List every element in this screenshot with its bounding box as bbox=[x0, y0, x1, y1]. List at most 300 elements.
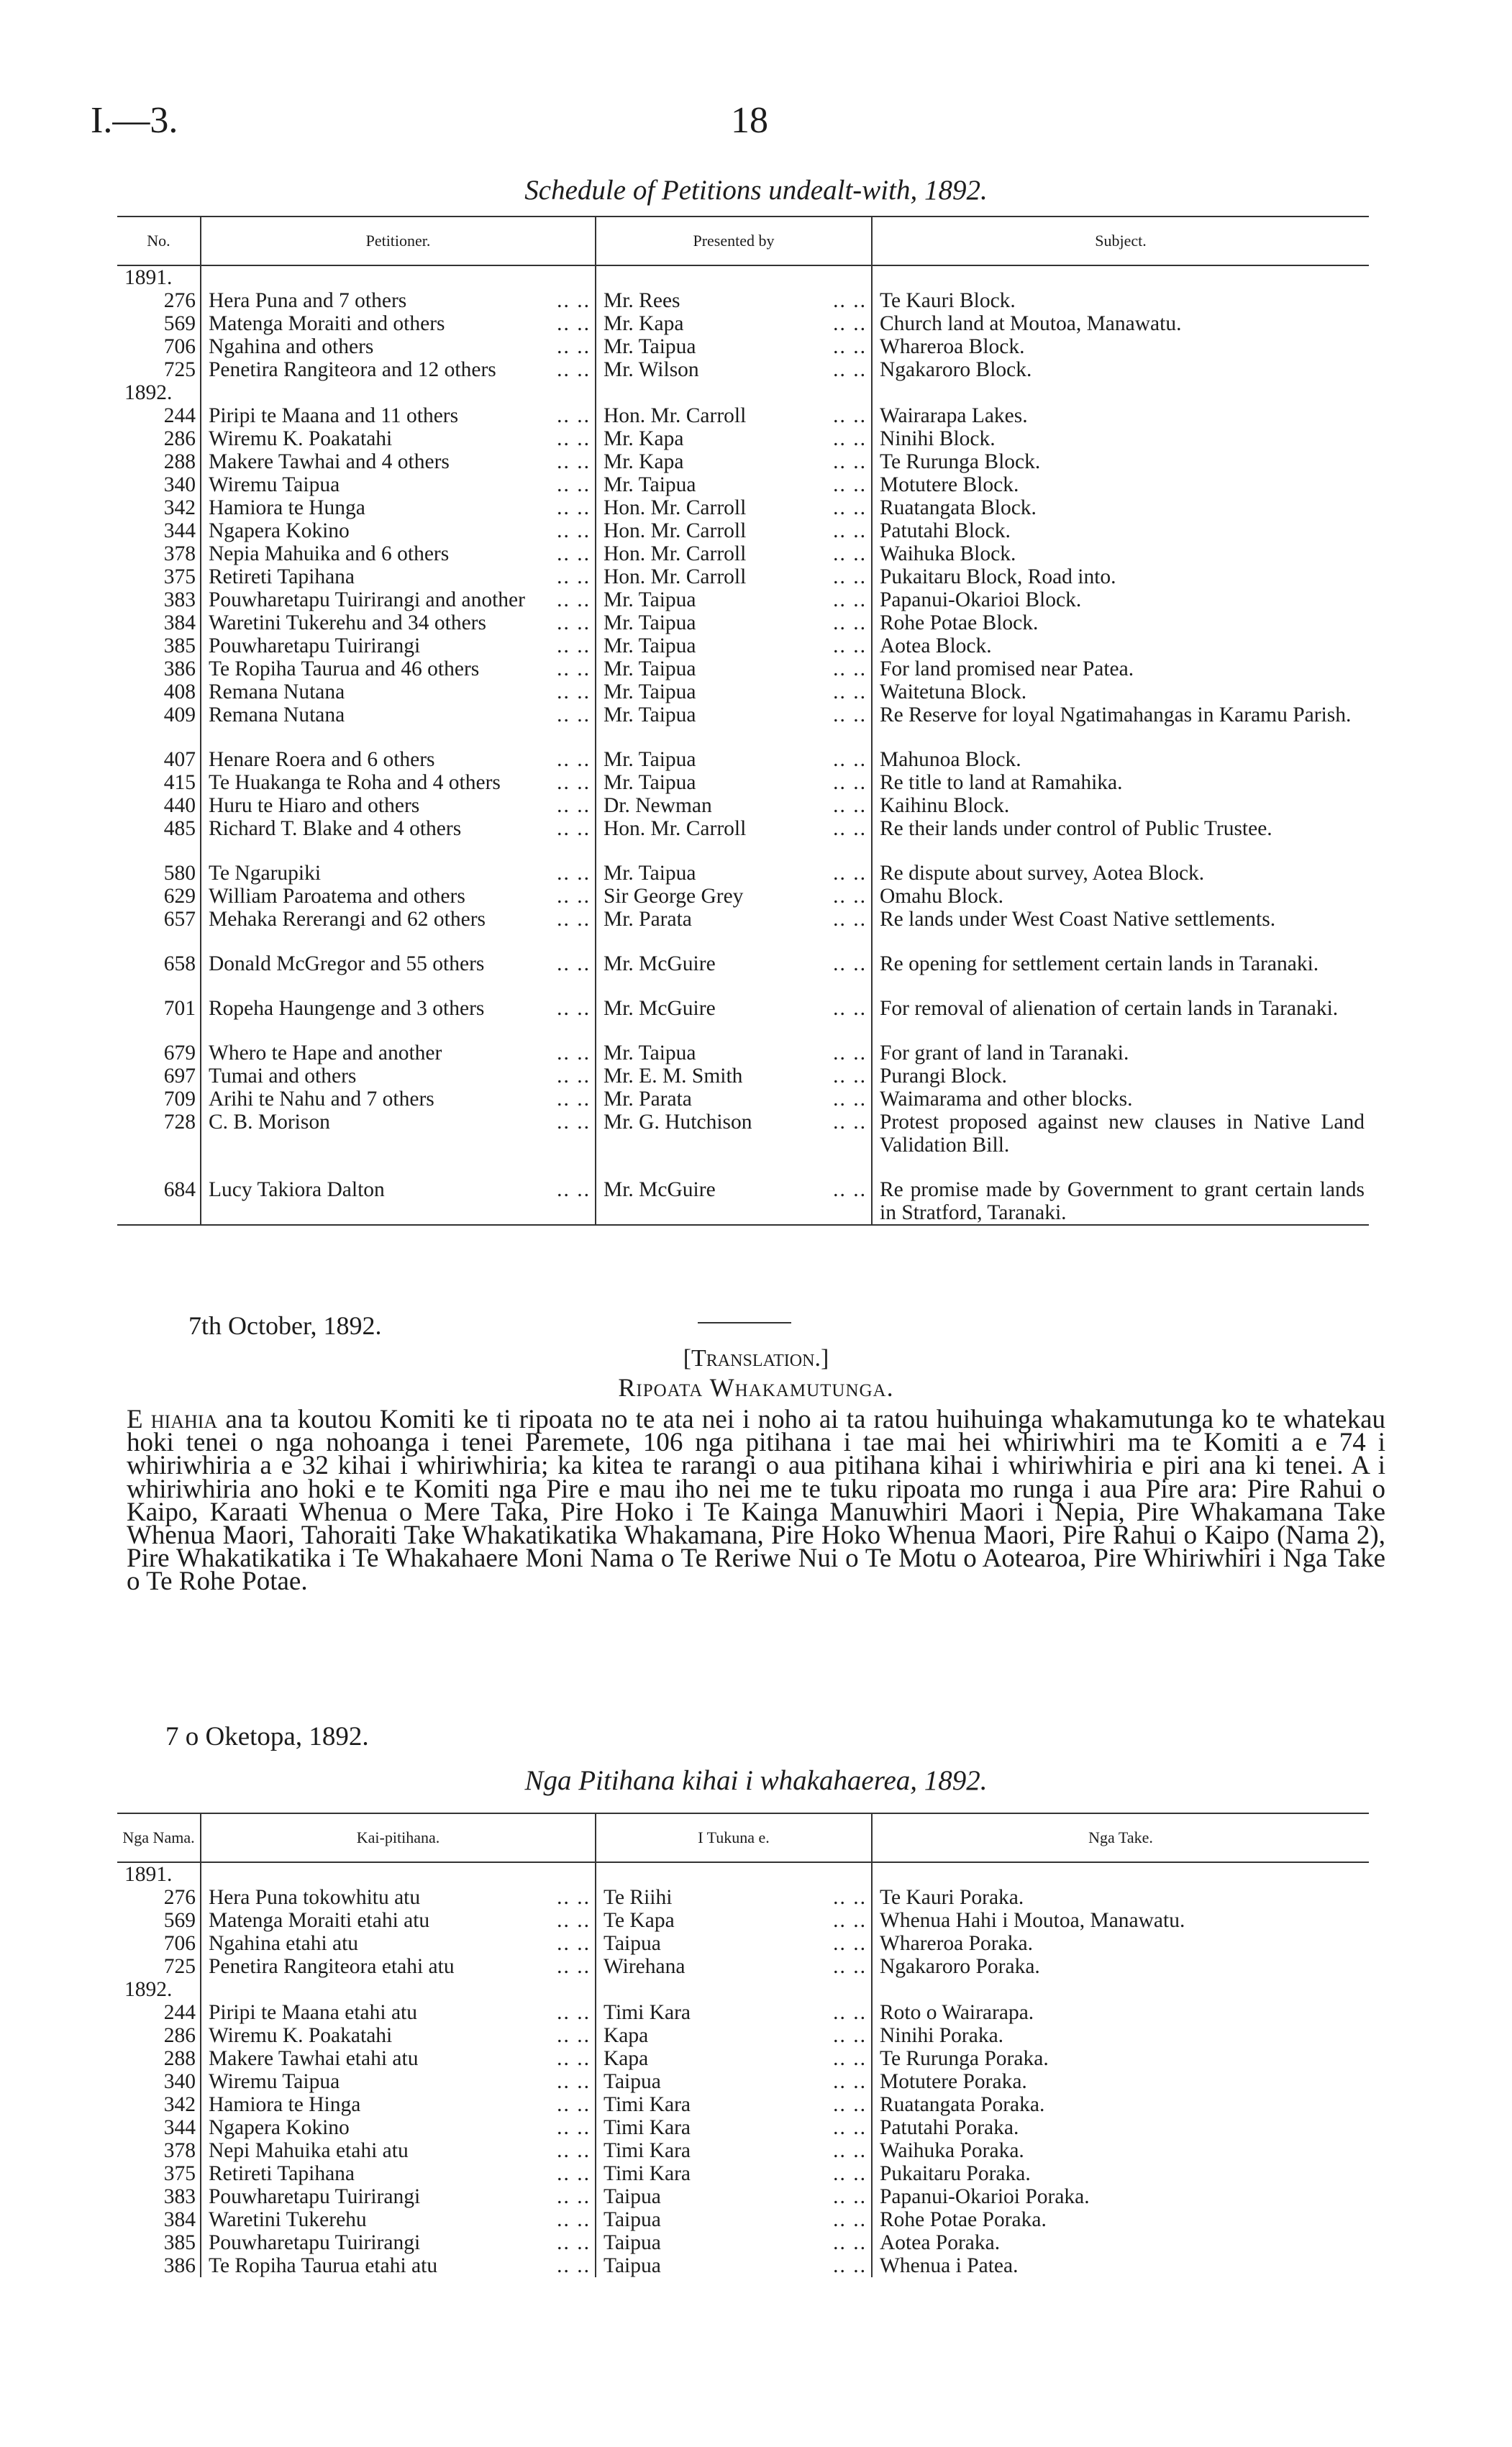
leader-dots: .. .. bbox=[557, 885, 591, 908]
petitioner-cell bbox=[201, 427, 596, 450]
presenter-cell-wrap bbox=[604, 565, 867, 588]
table-row bbox=[117, 840, 1369, 885]
presenter-cell-text: Mr. McGuire bbox=[604, 952, 716, 975]
presenter-cell-text: Dr. Newman bbox=[604, 794, 712, 817]
subject-cell: Wairarapa Lakes. bbox=[872, 404, 1369, 427]
presenter-cell bbox=[596, 2185, 872, 2208]
table-row bbox=[117, 1932, 1369, 1955]
petitioner-cell-wrap bbox=[209, 519, 591, 542]
presenter-cell-wrap bbox=[604, 2208, 867, 2231]
presenter-cell bbox=[596, 703, 872, 726]
petition-number: 709 bbox=[163, 1088, 196, 1111]
petitioner-cell-wrap bbox=[209, 2070, 591, 2093]
petitions-schedule-table bbox=[117, 216, 1369, 1226]
petitioner-cell-text: Richard T. Blake and 4 others bbox=[209, 817, 462, 840]
subject-cell: Protest proposed against new clauses in Native Land Validation Bill. bbox=[872, 1111, 1369, 1157]
petitioner-cell-text: Remana Nutana bbox=[209, 680, 345, 703]
petitioner-cell-text: Hamiora te Hinga bbox=[209, 2093, 361, 2116]
empty-cell bbox=[596, 265, 872, 289]
petitioner-cell-wrap bbox=[209, 1178, 591, 1201]
petition-number: 384 bbox=[163, 2208, 196, 2231]
page-header bbox=[91, 99, 1421, 206]
petition-number: 706 bbox=[163, 335, 196, 358]
table-row bbox=[117, 908, 1369, 931]
petition-number: 386 bbox=[163, 2254, 196, 2277]
empty-cell bbox=[201, 381, 596, 404]
presenter-cell-text: Hon. Mr. Carroll bbox=[604, 565, 747, 588]
petitioner-cell bbox=[201, 2254, 596, 2277]
petitioner-cell bbox=[201, 519, 596, 542]
presenter-cell bbox=[596, 1111, 872, 1157]
table-row bbox=[117, 1909, 1369, 1932]
petitioner-cell bbox=[201, 2047, 596, 2070]
leader-dots: .. .. bbox=[557, 404, 591, 427]
leader-dots: .. .. bbox=[557, 634, 591, 657]
leader-dots: .. .. bbox=[833, 588, 867, 611]
empty-cell bbox=[872, 265, 1369, 289]
leader-dots: .. .. bbox=[557, 1111, 591, 1134]
leader-dots: .. .. bbox=[833, 473, 867, 496]
petitioner-cell-wrap bbox=[209, 2162, 591, 2185]
petition-number: 679 bbox=[163, 1042, 196, 1065]
table-row bbox=[117, 312, 1369, 335]
petitioner-cell-wrap bbox=[209, 2047, 591, 2070]
header-subject: Subject. bbox=[872, 217, 1369, 265]
presenter-cell-wrap bbox=[604, 1088, 867, 1111]
petitioner-cell bbox=[201, 2093, 596, 2116]
petitioner-cell-text: Nepia Mahuika and 6 others bbox=[209, 542, 450, 565]
petitioner-cell-wrap bbox=[209, 1955, 591, 1978]
divider-rule bbox=[698, 1322, 791, 1323]
leader-dots: .. .. bbox=[833, 2185, 867, 2208]
petitioner-cell-text: Pouwharetapu Tuirirangi bbox=[209, 2231, 421, 2254]
petition-number: 244 bbox=[163, 2001, 196, 2024]
petitioner-cell-wrap bbox=[209, 588, 591, 611]
presenter-cell bbox=[596, 1932, 872, 1955]
petitioner-cell-text: Henare Roera and 6 others bbox=[209, 748, 435, 771]
leader-dots: .. .. bbox=[557, 794, 591, 817]
presenter-cell bbox=[596, 496, 872, 519]
presenter-cell-wrap bbox=[604, 496, 867, 519]
presenter-cell-text: Te Kapa bbox=[604, 1909, 675, 1932]
table-row bbox=[117, 473, 1369, 496]
date-line-maori: 7 o Oketopa, 1892. bbox=[165, 1722, 369, 1751]
subject-cell: Whareroa Block. bbox=[872, 335, 1369, 358]
petition-number: 276 bbox=[163, 1886, 196, 1909]
presenter-cell-text: Te Riihi bbox=[604, 1886, 673, 1909]
petitioner-cell-wrap bbox=[209, 634, 591, 657]
petitioner-cell bbox=[201, 2024, 596, 2047]
empty-cell bbox=[872, 381, 1369, 404]
presenter-cell-text: Mr. Taipua bbox=[604, 335, 696, 358]
leader-dots: .. .. bbox=[557, 997, 591, 1020]
presenter-cell-text: Mr. Taipua bbox=[604, 748, 696, 771]
presenter-cell-text: Timi Kara bbox=[604, 2139, 691, 2162]
empty-cell bbox=[201, 265, 596, 289]
leader-dots: .. .. bbox=[557, 358, 591, 381]
presenter-cell bbox=[596, 2231, 872, 2254]
presenter-cell-wrap bbox=[604, 2185, 867, 2208]
petition-number: 657 bbox=[163, 908, 196, 931]
petitioner-cell-text: Ngapera Kokino bbox=[209, 519, 350, 542]
leader-dots: .. .. bbox=[833, 657, 867, 680]
presenter-cell-wrap bbox=[604, 427, 867, 450]
presenter-cell-wrap bbox=[604, 657, 867, 680]
presenter-cell-text: Timi Kara bbox=[604, 2093, 691, 2116]
leader-dots: .. .. bbox=[833, 952, 867, 975]
petitioner-cell bbox=[201, 2070, 596, 2093]
subject-cell: Aotea Poraka. bbox=[872, 2231, 1369, 2254]
petitioner-cell-text: Arihi te Nahu and 7 others bbox=[209, 1088, 434, 1111]
presenter-cell-text: Taipua bbox=[604, 2208, 661, 2231]
petitioner-cell-text: Piripi te Maana and 11 others bbox=[209, 404, 459, 427]
presenter-cell bbox=[596, 2001, 872, 2024]
presenter-cell-wrap bbox=[604, 952, 867, 975]
presenter-cell-text: Mr. Kapa bbox=[604, 312, 684, 335]
leader-dots: .. .. bbox=[833, 1178, 867, 1201]
leader-dots: .. .. bbox=[833, 2139, 867, 2162]
presenter-cell-text: Hon. Mr. Carroll bbox=[604, 496, 747, 519]
petitioner-cell bbox=[201, 680, 596, 703]
maori-schedule-title: Nga Pitihana kihai i whakahaerea, 1892. bbox=[524, 1765, 988, 1796]
subject-cell: Church land at Moutoa, Manawatu. bbox=[872, 312, 1369, 335]
presenter-cell-text: Mr. Kapa bbox=[604, 450, 684, 473]
subject-cell: Re opening for settlement certain lands in Taranaki. bbox=[872, 931, 1369, 975]
presenter-cell-text: Mr. McGuire bbox=[604, 1178, 716, 1201]
petition-number: 342 bbox=[163, 2093, 196, 2116]
document-reference: I.—3. bbox=[91, 100, 178, 141]
table-row bbox=[117, 2231, 1369, 2254]
presenter-cell-text: Taipua bbox=[604, 1932, 661, 1955]
year-marker: 1892. bbox=[124, 381, 173, 404]
report-paragraph bbox=[127, 1405, 1386, 1597]
subject-cell: Papanui-Okarioi Block. bbox=[872, 588, 1369, 611]
presenter-cell-wrap bbox=[604, 680, 867, 703]
petitioner-cell bbox=[201, 565, 596, 588]
petitioner-cell-text: Nepi Mahuika etahi atu bbox=[209, 2139, 409, 2162]
table-row bbox=[117, 2185, 1369, 2208]
table-row bbox=[117, 2116, 1369, 2139]
presenter-cell-wrap bbox=[604, 312, 867, 335]
subject-cell: Waihuka Block. bbox=[872, 542, 1369, 565]
table-row bbox=[117, 726, 1369, 771]
petition-number: 378 bbox=[163, 542, 196, 565]
leader-dots: .. .. bbox=[833, 496, 867, 519]
petition-number: 375 bbox=[163, 565, 196, 588]
presenter-cell bbox=[596, 289, 872, 312]
table-row bbox=[117, 611, 1369, 634]
petition-number: 701 bbox=[163, 997, 196, 1020]
presenter-cell-wrap bbox=[604, 289, 867, 312]
petitioner-cell-wrap bbox=[209, 862, 591, 885]
leader-dots: .. .. bbox=[833, 404, 867, 427]
petition-number: 384 bbox=[163, 611, 196, 634]
presenter-cell bbox=[596, 2162, 872, 2185]
petitioner-cell-text: Ropeha Haungenge and 3 others bbox=[209, 997, 485, 1020]
petitioner-cell-text: Mehaka Rererangi and 62 others bbox=[209, 908, 486, 931]
petitioner-cell-wrap bbox=[209, 2001, 591, 2024]
petitioner-cell bbox=[201, 975, 596, 1020]
petition-number: 344 bbox=[163, 519, 196, 542]
maori-petitions-table bbox=[117, 1813, 1369, 2277]
petitioner-cell-wrap bbox=[209, 542, 591, 565]
leader-dots: .. .. bbox=[557, 680, 591, 703]
table-row bbox=[117, 1088, 1369, 1111]
subject-cell: Ngakaroro Block. bbox=[872, 358, 1369, 381]
petitioner-cell bbox=[201, 404, 596, 427]
petition-number: 386 bbox=[163, 657, 196, 680]
subject-cell: Purangi Block. bbox=[872, 1065, 1369, 1088]
petitioner-cell bbox=[201, 1955, 596, 1978]
header-no: No. bbox=[117, 217, 201, 265]
petition-number: 286 bbox=[163, 427, 196, 450]
leader-dots: .. .. bbox=[557, 450, 591, 473]
petitioner-cell-text: Makere Tawhai and 4 others bbox=[209, 450, 450, 473]
table-row bbox=[117, 1955, 1369, 1978]
presenter-cell-wrap bbox=[604, 862, 867, 885]
subject-cell: Re Reserve for loyal Ngatimahangas in Karamu Parish. bbox=[872, 703, 1369, 726]
subject-cell: Kaihinu Block. bbox=[872, 794, 1369, 817]
leader-dots: .. .. bbox=[833, 312, 867, 335]
presenter-cell bbox=[596, 1909, 872, 1932]
petitioner-cell bbox=[201, 496, 596, 519]
leader-dots: .. .. bbox=[833, 2254, 867, 2277]
table-row bbox=[117, 2047, 1369, 2070]
petitioner-cell-text: William Paroatema and others bbox=[209, 885, 465, 908]
subject-cell: Re dispute about survey, Aotea Block. bbox=[872, 840, 1369, 885]
presenter-cell bbox=[596, 1157, 872, 1225]
presenter-cell-wrap bbox=[604, 2116, 867, 2139]
table-row bbox=[117, 2139, 1369, 2162]
petitioner-cell-wrap bbox=[209, 2093, 591, 2116]
presenter-cell-text: Timi Kara bbox=[604, 2001, 691, 2024]
petitioner-cell bbox=[201, 542, 596, 565]
presenter-cell-wrap bbox=[604, 2231, 867, 2254]
leader-dots: .. .. bbox=[557, 1178, 591, 1201]
petitioner-cell bbox=[201, 2116, 596, 2139]
table-row bbox=[117, 519, 1369, 542]
petitioner-cell bbox=[201, 2162, 596, 2185]
leader-dots: .. .. bbox=[557, 2162, 591, 2185]
leader-dots: .. .. bbox=[833, 2116, 867, 2139]
subject-cell: Aotea Block. bbox=[872, 634, 1369, 657]
leader-dots: .. .. bbox=[557, 2047, 591, 2070]
petitioner-cell-text: Retireti Tapihana bbox=[209, 565, 355, 588]
presenter-cell-wrap bbox=[604, 1886, 867, 1909]
petitioner-cell-text: Te Ngarupiki bbox=[209, 862, 322, 885]
petitioner-cell-wrap bbox=[209, 358, 591, 381]
leader-dots: .. .. bbox=[557, 748, 591, 771]
petitioner-cell bbox=[201, 1065, 596, 1088]
subject-cell: Whenua i Patea. bbox=[872, 2254, 1369, 2277]
leader-dots: .. .. bbox=[833, 1088, 867, 1111]
presenter-cell-text: Mr. Parata bbox=[604, 1088, 692, 1111]
petition-number: 383 bbox=[163, 588, 196, 611]
subject-cell: Waitetuna Block. bbox=[872, 680, 1369, 703]
table-row bbox=[117, 1020, 1369, 1065]
presenter-cell-text: Hon. Mr. Carroll bbox=[604, 817, 747, 840]
subject-cell: Re title to land at Ramahika. bbox=[872, 771, 1369, 794]
leader-dots: .. .. bbox=[833, 358, 867, 381]
petitioner-cell-wrap bbox=[209, 952, 591, 975]
presenter-cell-text: Sir George Grey bbox=[604, 885, 744, 908]
presenter-cell bbox=[596, 657, 872, 680]
presenter-cell bbox=[596, 2024, 872, 2047]
subject-cell: Omahu Block. bbox=[872, 885, 1369, 908]
petitioner-cell-text: Penetira Rangiteora etahi atu bbox=[209, 1955, 455, 1978]
presenter-cell-text: Mr. Taipua bbox=[604, 1042, 696, 1065]
presenter-cell-wrap bbox=[604, 1065, 867, 1088]
petitioner-cell-text: Te Huakanga te Roha and 4 others bbox=[209, 771, 501, 794]
table-row bbox=[117, 542, 1369, 565]
petitioner-cell bbox=[201, 450, 596, 473]
petitioner-cell-text: Lucy Takiora Dalton bbox=[209, 1178, 385, 1201]
petitioner-cell-text: Whero te Hape and another bbox=[209, 1042, 442, 1065]
petitioner-cell bbox=[201, 2208, 596, 2231]
table-row bbox=[117, 2254, 1369, 2277]
leader-dots: .. .. bbox=[833, 1909, 867, 1932]
petitioner-cell bbox=[201, 634, 596, 657]
petitioner-cell bbox=[201, 794, 596, 817]
petitioner-cell-wrap bbox=[209, 748, 591, 771]
petitioner-cell-text: Waretini Tukerehu bbox=[209, 2208, 367, 2231]
presenter-cell-wrap bbox=[604, 404, 867, 427]
petitioner-cell-wrap bbox=[209, 1932, 591, 1955]
presenter-cell-text: Timi Kara bbox=[604, 2162, 691, 2185]
leader-dots: .. .. bbox=[557, 817, 591, 840]
petitioner-cell-text: Tumai and others bbox=[209, 1065, 357, 1088]
presenter-cell bbox=[596, 519, 872, 542]
petitioner-cell-wrap bbox=[209, 312, 591, 335]
presenter-cell bbox=[596, 2254, 872, 2277]
presenter-cell-wrap bbox=[604, 1111, 867, 1134]
leader-dots: .. .. bbox=[557, 771, 591, 794]
year-marker: 1892. bbox=[124, 1978, 173, 2001]
presenter-cell-wrap bbox=[604, 794, 867, 817]
table-row bbox=[117, 335, 1369, 358]
petition-number: 340 bbox=[163, 2070, 196, 2093]
empty-cell bbox=[201, 1978, 596, 2001]
leader-dots: .. .. bbox=[557, 2208, 591, 2231]
header-kai-pitihana: Kai-pitihana. bbox=[201, 1813, 596, 1862]
subject-cell: Roto o Wairarapa. bbox=[872, 2001, 1369, 2024]
leader-dots: .. .. bbox=[833, 908, 867, 931]
presenter-cell bbox=[596, 2047, 872, 2070]
petition-number: 485 bbox=[163, 817, 196, 840]
leader-dots: .. .. bbox=[557, 908, 591, 931]
table-row bbox=[117, 1157, 1369, 1225]
petition-number: 276 bbox=[163, 289, 196, 312]
subject-cell: For removal of alienation of certain lands in Taranaki. bbox=[872, 975, 1369, 1020]
table-row bbox=[117, 404, 1369, 427]
header-nga-take: Nga Take. bbox=[872, 1813, 1369, 1862]
header-i-tukuna-e: I Tukuna e. bbox=[596, 1813, 872, 1862]
leader-dots: .. .. bbox=[557, 1088, 591, 1111]
presenter-cell-text: Mr. Taipua bbox=[604, 680, 696, 703]
presenter-cell bbox=[596, 312, 872, 335]
presenter-cell bbox=[596, 1065, 872, 1088]
petitioner-cell bbox=[201, 1932, 596, 1955]
presenter-cell-wrap bbox=[604, 2047, 867, 2070]
leader-dots: .. .. bbox=[557, 427, 591, 450]
leader-dots: .. .. bbox=[557, 1909, 591, 1932]
presenter-cell-wrap bbox=[604, 885, 867, 908]
presenter-cell-text: Taipua bbox=[604, 2254, 661, 2277]
petitioner-cell bbox=[201, 611, 596, 634]
presenter-cell-wrap bbox=[604, 997, 867, 1020]
presenter-cell-wrap bbox=[604, 450, 867, 473]
presenter-cell bbox=[596, 885, 872, 908]
presenter-cell-text: Mr. Taipua bbox=[604, 862, 696, 885]
table-row bbox=[117, 680, 1369, 703]
petitioner-cell-wrap bbox=[209, 565, 591, 588]
presenter-cell-text: Taipua bbox=[604, 2231, 661, 2254]
leader-dots: .. .. bbox=[833, 335, 867, 358]
presenter-cell bbox=[596, 427, 872, 450]
presenter-cell-wrap bbox=[604, 542, 867, 565]
petitioner-cell-wrap bbox=[209, 2208, 591, 2231]
presenter-cell-wrap bbox=[604, 703, 867, 726]
presenter-cell bbox=[596, 565, 872, 588]
petitioner-cell-text: C. B. Morison bbox=[209, 1111, 330, 1134]
presenter-cell-text: Mr. Kapa bbox=[604, 427, 684, 450]
table-row bbox=[117, 2208, 1369, 2231]
presenter-cell-wrap bbox=[604, 1042, 867, 1065]
petitioner-cell bbox=[201, 1886, 596, 1909]
presenter-cell-wrap bbox=[604, 1955, 867, 1978]
presenter-cell bbox=[596, 975, 872, 1020]
presenter-cell bbox=[596, 840, 872, 885]
presenter-cell bbox=[596, 2208, 872, 2231]
presenter-cell-text: Hon. Mr. Carroll bbox=[604, 404, 747, 427]
leader-dots: .. .. bbox=[833, 1955, 867, 1978]
petitioner-cell bbox=[201, 289, 596, 312]
leader-dots: .. .. bbox=[557, 2024, 591, 2047]
petitioner-cell-wrap bbox=[209, 885, 591, 908]
leader-dots: .. .. bbox=[557, 2139, 591, 2162]
subject-cell: Te Rurunga Block. bbox=[872, 450, 1369, 473]
presenter-cell bbox=[596, 588, 872, 611]
presenter-cell-text: Hon. Mr. Carroll bbox=[604, 519, 747, 542]
table-row bbox=[117, 496, 1369, 519]
paragraph-lead: E hiahia bbox=[127, 1405, 218, 1434]
petition-number: 286 bbox=[163, 2024, 196, 2047]
petitioner-cell-text: Wiremu Taipua bbox=[209, 2070, 340, 2093]
petitioner-cell-wrap bbox=[209, 611, 591, 634]
leader-dots: .. .. bbox=[557, 657, 591, 680]
presenter-cell-text: Wirehana bbox=[604, 1955, 686, 1978]
petition-number: 569 bbox=[163, 312, 196, 335]
petitioner-cell bbox=[201, 312, 596, 335]
petition-number: 658 bbox=[163, 952, 196, 975]
petitioner-cell bbox=[201, 2001, 596, 2024]
subject-cell: Te Kauri Poraka. bbox=[872, 1886, 1369, 1909]
petitioner-cell-wrap bbox=[209, 817, 591, 840]
subject-cell: Whareroa Poraka. bbox=[872, 1932, 1369, 1955]
presenter-cell-wrap bbox=[604, 2001, 867, 2024]
presenter-cell-text: Kapa bbox=[604, 2024, 649, 2047]
table-row bbox=[117, 265, 1369, 289]
presenter-cell bbox=[596, 2139, 872, 2162]
petitioner-cell-wrap bbox=[209, 1111, 591, 1134]
petitioner-cell-wrap bbox=[209, 908, 591, 931]
petition-number: 244 bbox=[163, 404, 196, 427]
leader-dots: .. .. bbox=[833, 289, 867, 312]
presenter-cell-wrap bbox=[604, 2024, 867, 2047]
leader-dots: .. .. bbox=[557, 289, 591, 312]
leader-dots: .. .. bbox=[557, 542, 591, 565]
presenter-cell bbox=[596, 680, 872, 703]
